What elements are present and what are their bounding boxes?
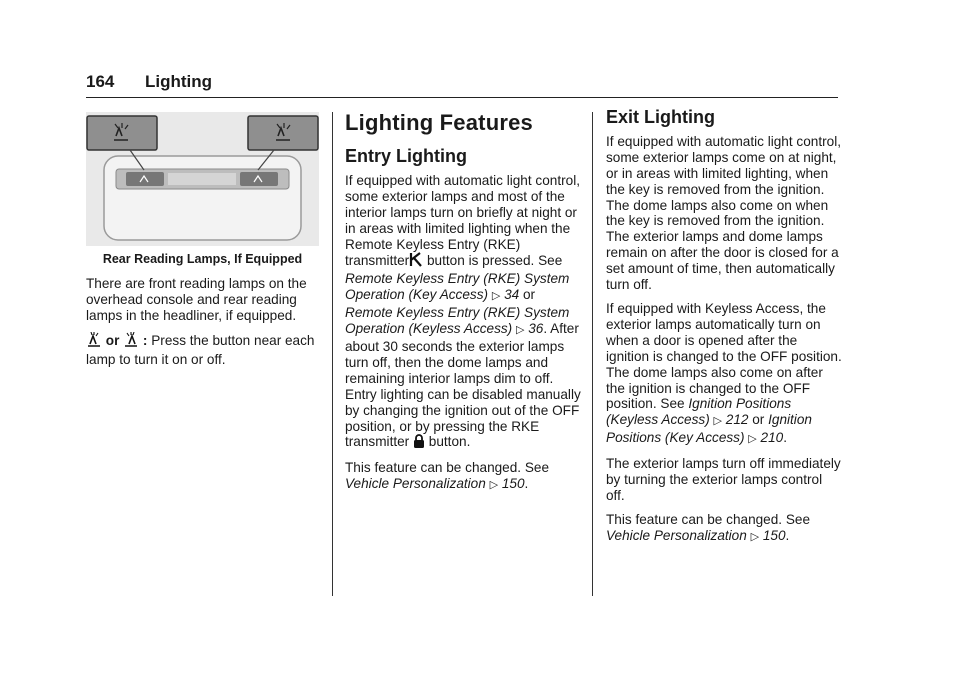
entry-lighting-para-2 [345, 460, 585, 494]
ref-vehicle-personalization[interactable]: Vehicle Personalization [606, 527, 747, 543]
lock-icon [413, 434, 425, 452]
entry-text-c: . After about 30 seconds the exterior lamps turn off, then the dome lamps and remaining interior lamps dim to off. Entry lighting can be disabled manually by changing the ignition out of the OFF position, or by pressing the RKE transmitter [345, 321, 581, 450]
press-text: Press the button near each lamp to turn it on or off. [86, 332, 315, 367]
header-rule [86, 97, 838, 99]
page-ref-arrow-icon: ▷ [491, 290, 501, 303]
rear-reading-lamps-figure [86, 112, 319, 246]
reading-lamp-instructions [86, 332, 322, 368]
or-text: or [519, 287, 536, 303]
column-3 [606, 107, 842, 554]
figure-caption: Rear Reading Lamps, If Equipped [102, 252, 303, 266]
period: . [783, 430, 787, 446]
page-ref-arrow-icon: ▷ [516, 324, 525, 337]
unlock-key-icon [409, 252, 423, 271]
page-number: 164 [86, 72, 115, 91]
ref-rke-key-access[interactable]: Remote Keyless Entry (RKE) System Operation (Key Access) [345, 271, 570, 303]
or-text: or [748, 412, 769, 428]
column-2 [345, 146, 585, 502]
column-divider-left [332, 112, 333, 596]
ref-page-210[interactable]: 210 [760, 430, 784, 446]
colon: : [139, 332, 148, 348]
lighting-features-heading: Lighting Features [345, 110, 533, 135]
reading-lamps-intro: There are front reading lamps on the overhead console and rear reading lamps in the headliner, if equipped. [86, 276, 307, 323]
entry-text-a: If equipped with automatic light control, some exterior lamps and most of the interior lamps turn on briefly at night or in areas with limited lighting when the Remote Keyless Entry (RKE) transmitter [345, 172, 581, 269]
ref-ignition-key[interactable]: Ignition Positions (Key Access) [606, 412, 812, 446]
personalization-text: This feature can be changed. See [606, 511, 811, 527]
ref-page-150[interactable]: 150 [762, 527, 786, 543]
section-title: Lighting [145, 72, 213, 91]
entry-text-b: button is pressed. See [423, 253, 563, 269]
ref-rke-keyless-access[interactable]: Remote Keyless Entry (RKE) System Operation (Keyless Access) [345, 305, 570, 337]
column-1 [86, 276, 322, 376]
or-word: or [105, 332, 120, 348]
page-ref-arrow-icon: ▷ [750, 530, 760, 543]
reading-lamps-illustration [86, 112, 319, 246]
exit-lighting-para-4 [606, 512, 842, 546]
page-header [86, 70, 838, 98]
entry-text-d: button. [425, 434, 471, 450]
page-ref-arrow-icon: ▷ [713, 415, 722, 428]
ref-ignition-keyless[interactable]: Ignition Positions (Keyless Access) [606, 396, 792, 428]
period: . [524, 476, 529, 492]
exit-lighting-heading: Exit Lighting [606, 107, 715, 127]
column-divider-right [592, 112, 593, 596]
ref-page-34[interactable]: 34 [504, 287, 520, 303]
entry-lighting-para-1 [345, 173, 585, 452]
exit-lighting-para-3: The exterior lamps turn off immediately by turning the exterior lamps control off. [606, 456, 841, 503]
ref-page-150[interactable]: 150 [501, 476, 525, 492]
personalization-text: This feature can be changed. See [345, 460, 550, 476]
page-ref-arrow-icon: ▷ [748, 433, 757, 446]
keyless-text: If equipped with Keyless Access, the exterior lamps automatically turn on when a door is opened after the ignition is changed to the OFF position. The dome lamps also come on after the ignition is changed to the OFF position. See [606, 300, 842, 412]
ref-page-212[interactable]: 212 [725, 412, 749, 428]
ref-page-36[interactable]: 36 [528, 321, 544, 337]
exit-lighting-para-2 [606, 301, 842, 448]
page-ref-arrow-icon: ▷ [489, 479, 499, 492]
entry-lighting-heading: Entry Lighting [345, 146, 467, 166]
exit-lighting-para-1: If equipped with automatic light control, some exterior lamps come on at night, or in areas with limited lighting, when the key is removed from the ignition. The dome lamps also come on when the key is removed from the ignition. The exterior lamps and dome lamps remain on after the door is closed for a set amount of time, then automatically turn off. [606, 133, 842, 293]
ref-vehicle-personalization[interactable]: Vehicle Personalization [345, 476, 486, 492]
reading-lamp-left-icon [86, 332, 102, 352]
period: . [785, 527, 790, 543]
reading-lamp-right-icon [123, 332, 139, 352]
